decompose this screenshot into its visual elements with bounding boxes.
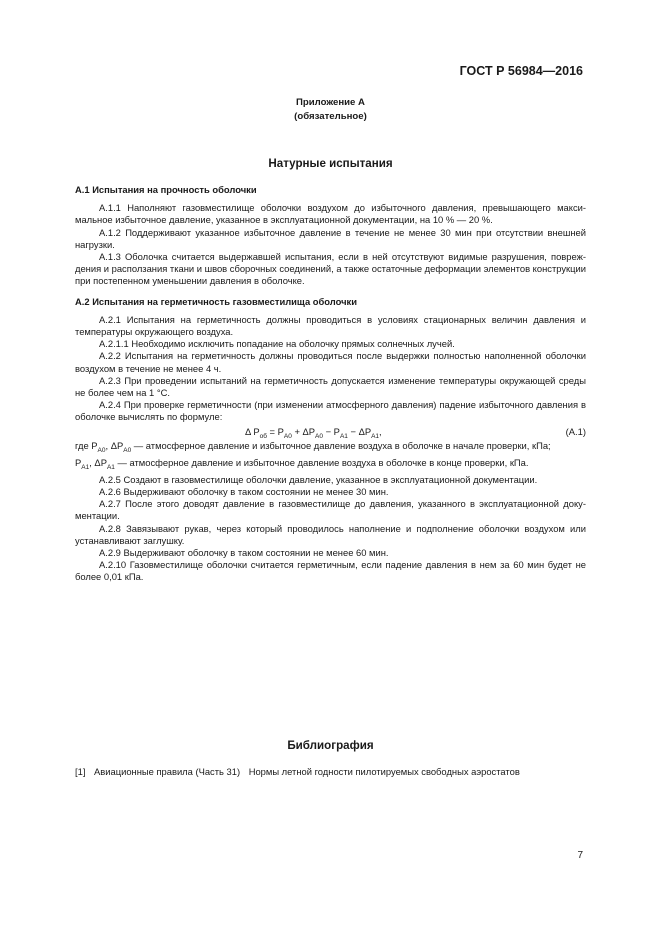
bibliography-source: Авиационные правила (Часть 31) [94, 766, 241, 777]
page-number: 7 [577, 850, 583, 861]
appendix-heading [0, 96, 661, 124]
bibliography-text: Нормы летной годности пилотируемых свободных аэростатов [248, 766, 520, 777]
bibliography-ref: [1] [75, 766, 86, 777]
paragraph-a2-2: А.2.2 Испытания на герметичность должны проводиться после выдержки полностью наполненной оболочки воздухом в течение не менее 4 ч. [75, 350, 586, 374]
paragraph-a2-1-1: А.2.1.1 Необходимо исключить попадание на оболочку прямых солнечных лучей. [99, 338, 455, 350]
heading-a1: А.1 Испытания на прочность оболочки [75, 184, 257, 195]
paragraph-a2-6: А.2.6 Выдерживают оболочку в таком состоянии не менее 30 мин. [99, 486, 389, 498]
appendix-title: Приложение А [296, 97, 365, 108]
formula-legend-1: где $P_{А0}$, $\Delta P_{А0}$ — атмосферное давление и избыточное давление воздуха в оболочке в начале проверки, кПа; [75, 439, 551, 454]
paragraph-a2-9: А.2.9 Выдерживают оболочку в таком состоянии не менее 60 мин. [99, 547, 389, 559]
paragraph-a2-10: А.2.10 Газовместилище оболочки считается герметичным, если падение давления в нем за 60 мин будет не более 0,01 кПа. [75, 559, 586, 583]
paragraph-a1-3: А.1.3 Оболочка считается выдержавшей испытания, если в ней отсутствуют видимые разрушения, повреж-дения и расползания ткани и швов сборочных соединений, а также остаточные деформации элементов конструкции при постепенном уменьшении давления в оболочке. [75, 251, 586, 287]
paragraph-a2-4: А.2.4 При проверке герметичности (при изменении атмосферного давления) падение избыточного давления в оболочке вычислять по формуле: [75, 399, 586, 423]
section-title: Натурные испытания [268, 157, 393, 170]
paragraph-a2-8: А.2.8 Завязывают рукав, через который проводилось наполнение и подполнение оболочки воздухом или устанавливают заглушку. [75, 522, 586, 546]
paragraph-a2-7: А.2.7 После этого доводят давление в газовместилище до давления, указанного в эксплуатационной доку-ментации. [75, 498, 586, 522]
appendix-type: (обязательное) [294, 111, 367, 122]
paragraph-a2-1: А.2.1 Испытания на герметичность должны проводиться в условиях стационарных величин давления и температуры окружающего воздуха. [75, 313, 586, 338]
paragraph-a1-1: А.1.1 Наполняют газовместилище оболочки воздухом до избыточного давления, превышающего макси-мальное избыточное давление, указанное в эксплуатационной документации, на 10 % — 20 %. [75, 202, 586, 226]
bibliography-title: Библиография [287, 739, 374, 752]
formula-legend-2: $P_{А1}$, $\Delta P_{А1}$ — атмосферное давление и избыточное давление воздуха в оболочке в конце проверки, кПа. [75, 456, 529, 471]
paragraph-a2-5: А.2.5 Создают в газовместилище оболочки давление, указанное в эксплуатационной документации. [99, 473, 538, 485]
paragraph-a1-2: А.1.2 Поддерживают указанное избыточное давление в течение не менее 30 мин при отсутствии внешней нагрузки. [75, 226, 586, 250]
bibliography-entry [75, 766, 526, 777]
paragraph-a2-3: А.2.3 При проведении испытаний на герметичность допускается изменение температуры окружающей среды не более чем на 1 °С. [75, 374, 586, 399]
formula-a1 [75, 424, 586, 440]
document-code: ГОСТ Р 56984—2016 [459, 64, 583, 78]
formula-expression: Δ $P_{об} = P_{А0} + \Delta P_{А0} - P_{А1} - \Delta P_{А1}$, [245, 425, 382, 440]
heading-a2: А.2 Испытания на герметичность газовместилища оболочки [75, 295, 357, 307]
formula-number: (А.1) [565, 425, 586, 437]
appendix-body [75, 184, 586, 584]
